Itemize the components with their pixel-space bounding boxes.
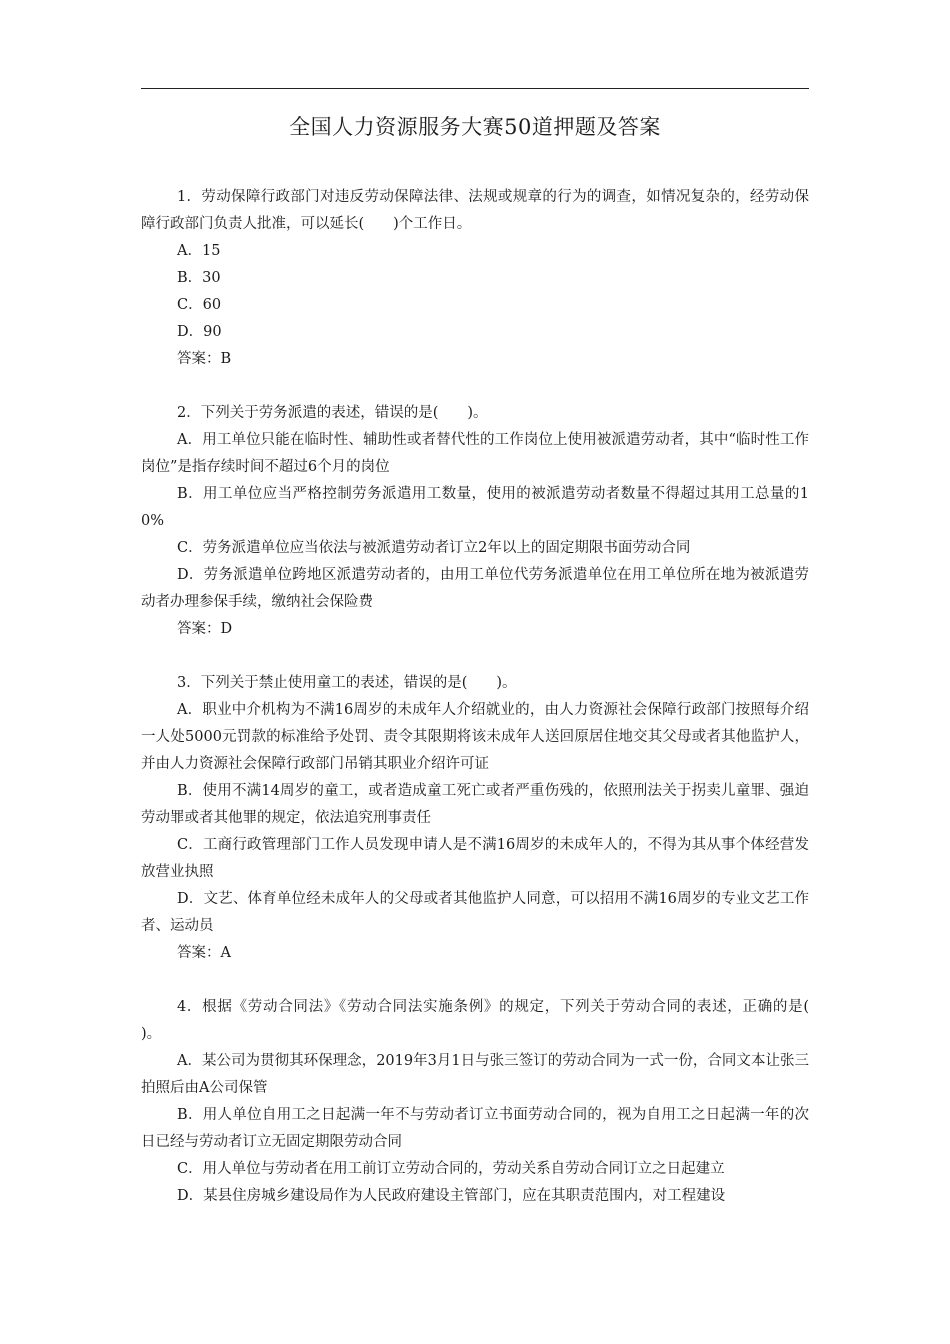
option-c: C．60: [177, 297, 222, 313]
question-3: [141, 670, 809, 967]
option-c: C．劳务派遣单位应当依法与被派遣劳动者订立2年以上的固定期限书面劳动合同: [177, 540, 691, 556]
option-a: A．职业中介机构为不满16周岁的未成年人介绍就业的，由人力资源社会保障行政部门按照每介绍一人处5000元罚款的标准给予处罚、责令其限期将该未成年人送回原居住地交其父母或者其他监护人，并由人力资源社会保障行政部门吊销其职业介绍许可证: [141, 702, 809, 772]
header-rule: [141, 88, 809, 89]
option-d: D．劳务派遣单位跨地区派遣劳动者的，由用工单位代劳务派遣单位在用工单位所在地为被派遣劳动者办理参保手续，缴纳社会保险费: [141, 567, 809, 610]
option-c: C．工商行政管理部门工作人员发现申请人是不满16周岁的未成年人的，不得为其从事个体经营发放营业执照: [141, 837, 809, 880]
question-2: [141, 400, 809, 643]
answer-line: 答案：B: [177, 351, 232, 367]
option-a: A．用工单位只能在临时性、辅助性或者替代性的工作岗位上使用被派遣劳动者，其中“临时性工作岗位”是指存续时间不超过6个月的岗位: [141, 432, 809, 475]
question-list: [141, 184, 838, 1210]
option-b: B．30: [177, 270, 221, 286]
document-title: 全国人力资源服务大赛50道押题及答案: [289, 115, 661, 139]
option-c: C．用人单位与劳动者在用工前订立劳动合同的，劳动关系自劳动合同订立之日起建立: [177, 1161, 725, 1177]
option-b: B．使用不满14周岁的童工，或者造成童工死亡或者严重伤残的，依照刑法关于拐卖儿童罪、强迫劳动罪或者其他罪的规定，依法追究刑事责任: [141, 783, 809, 826]
option-d: D．某县住房城乡建设局作为人民政府建设主管部门，应在其职责范围内，对工程建设: [177, 1188, 726, 1204]
option-a: A．某公司为贯彻其环保理念，2019年3月1日与张三签订的劳动合同为一式一份，合同文本让张三拍照后由A公司保管: [141, 1053, 809, 1096]
option-b: B．用工单位应当严格控制劳务派遣用工数量，使用的被派遣劳动者数量不得超过其用工总量的10%: [141, 486, 809, 529]
question-stem: 1．劳动保障行政部门对违反劳动保障法律、法规或规章的行为的调查，如情况复杂的，经劳动保障行政部门负责人批准，可以延长( )个工作日。: [141, 189, 809, 232]
question-stem: 3．下列关于禁止使用童工的表述，错误的是( )。: [177, 675, 517, 691]
question-stem: 4．根据《劳动合同法》《劳动合同法实施条例》的规定，下列关于劳动合同的表述，正确的是( )。: [141, 999, 838, 1042]
option-d: D．90: [177, 324, 222, 340]
answer-line: 答案：A: [177, 945, 231, 961]
option-a: A．15: [177, 243, 221, 259]
answer-line: 答案：D: [177, 621, 233, 637]
question-1: [141, 184, 809, 373]
option-b: B．用人单位自用工之日起满一年不与劳动者订立书面劳动合同的，视为自用工之日起满一年的次日已经与劳动者订立无固定期限劳动合同: [141, 1107, 809, 1150]
option-d: D．文艺、体育单位经未成年人的父母或者其他监护人同意，可以招用不满16周岁的专业文艺工作者、运动员: [141, 891, 809, 934]
question-4: [141, 994, 838, 1210]
question-stem: 2．下列关于劳务派遣的表述，错误的是( )。: [177, 405, 488, 421]
